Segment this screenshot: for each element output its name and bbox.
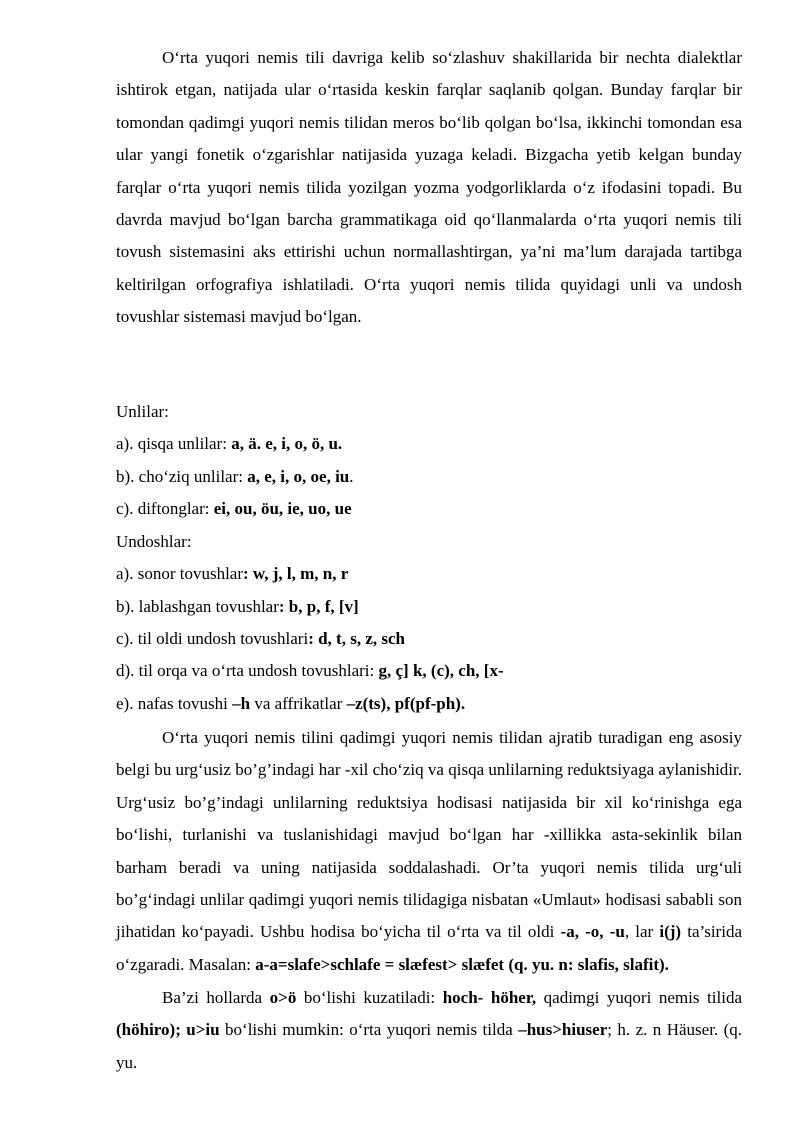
consonants-item-c: c). til oldi undosh tovushlari: d, t, s, z, sch [116, 629, 405, 648]
intro-paragraph [116, 42, 742, 334]
umlaut-paragraph: Ba’zi hollarda o>ö bo‘lishi kuzatiladi: hoch- höher, qadimgi yuqori nemis tilida (höhiro); u>iu bo‘lishi mumkin: o‘rta yuqori nemis tilda –hus>hiuser; h. z. n Häuser. (q. yu. [116, 988, 743, 1072]
consonants-item-b: b). lablashgan tovushlar: b, p, f, [v] [116, 597, 359, 616]
vowels-item-c: c). diftonglar: ei, ou, öu, ie, uo, ue [116, 499, 352, 518]
vowels-heading: Unlilar: [116, 402, 169, 421]
intro-text: O‘rta yuqori nemis tili davriga kelib so‘zlashuv shakillarida bir nechta dialektlar ishtirok etgan, natijada ular o‘rtasida keskin farqlar saqlanib qolgan. Bunday farqlar bir tomondan qadimgi yuqori nemis tilidan meros bo‘lib qolgan bo‘lsa, ikkinchi tomondan esa ular yangi fonetik o‘zgarishlar natijasida yuzaga keladi. Bizgacha yetib kelgan bunday farqlar o‘rta yuqori nemis tilida yozilgan yozma yodgorliklarda o‘z ifodasini topadi. Bu davrda mavjud bo‘lgan barcha grammatikaga oid qo‘llanmalarda o‘rta yuqori nemis tili tovush sistemasini aks ettirishi uchun normallashtirgan, ya’ni ma’lum darajada tartibga keltirilgan orfografiya ishlatiladi. O‘rta yuqori nemis tilida quyidagi unli va undosh tovushlar sistemasi mavjud bo‘lgan. [116, 48, 742, 327]
consonants-heading: Undoshlar: [116, 532, 192, 551]
vowels-item-a: a). qisqa unlilar: a, ä. e, i, o, ö, u. [116, 434, 343, 453]
consonants-item-d: d). til orqa va o‘rta undosh tovushlari: g, ç] k, (c), ch, [x- [116, 661, 504, 680]
consonants-item-e: e). nafas tovushi –h va affrikatlar –z(ts), pf(pf-ph). [116, 694, 466, 713]
reduction-paragraph: O‘rta yuqori nemis tilini qadimgi yuqori nemis tilidan ajratib turadigan eng asosiy belgi bu urg‘usiz bo’g’indagi har -xil cho‘ziq va qisqa unlilarning reduktsiyaga aylanishidir. Urg‘usiz bo’g’indagi unlilarning reduktsiya hodisasi natijasida bir xil ko‘rinishga ega bo‘lishi, turlanishi va tuslanishidagi mavjud bo‘lgan har -xillikka asta-sekinlik bilan barham beradi va uning natijasida soddalashadi. Or’ta yuqori nemis tilida urg‘uli bo’g‘indagi unlilar qadimgi yuqori nemis tilidagiga nisbatan «Umlaut» hodisasi sababli son jihatidan ko‘payadi. Ushbu hodisa bo‘yicha til o‘rta va til oldi -a, -o, -u, lar i(j) ta’sirida o‘zgaradi. Masalan: a-a=slafe>schlafe = slæfest> slæfet (q. yu. n: slafis, slafit). [116, 728, 742, 974]
vowels-item-b: b). cho‘ziq unlilar: a, e, i, o, oe, iu. [116, 467, 354, 486]
consonants-item-a: a). sonor tovushlar: w, j, l, m, n, r [116, 564, 349, 583]
